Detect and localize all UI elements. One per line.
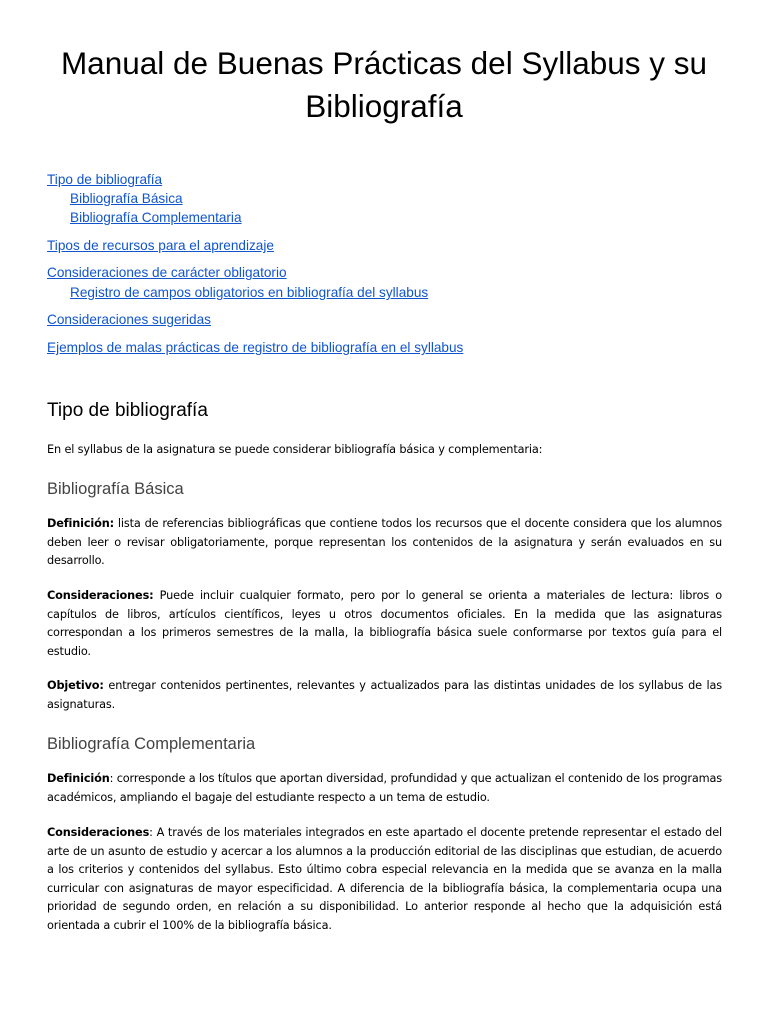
toc-link-bibliografia-basica[interactable]: Bibliografía Básica [70, 191, 183, 206]
section-heading-tipo-de-bibliografia: Tipo de bibliografía [47, 400, 208, 421]
subsection-heading-complementaria: Bibliografía Complementaria [47, 735, 256, 753]
toc-link-consideraciones-obligatorio[interactable]: Consideraciones de carácter obligatorio [47, 265, 287, 280]
subsection-heading-basica: Bibliografía Básica [47, 480, 184, 498]
consideraciones-text: : A través de los materiales integrados en este apartado el docente pretende representar el estado del arte de un asunto de estudio y acercar a los alumnos a la producción editorial de las disciplinas que estudian, de acuerdo a los criterios y contenidos del syllabus. Esto último cobra especial relevancia en la medida que se avanza en la malla curricular con asignaturas de mayor especificidad. A diferencia de la bibliografía básica, la complementaria ocupa una prioridad de segundo orden, en relación a su disponibilidad. Lo anterior responde al hecho que la adquisición está orientada a cubrir el 100% de la bibliografía básica. [47, 826, 722, 932]
document-title: Manual de Buenas Prácticas del Syllabus y su Bibliografía [60, 45, 708, 124]
definicion-label: Definición: [47, 517, 114, 530]
basica-consideraciones-paragraph [47, 587, 722, 661]
complementaria-definicion-paragraph [47, 770, 722, 807]
objetivo-text: entregar contenidos pertinentes, relevantes y actualizados para las distintas unidades de los syllabus de las asignaturas. [47, 679, 722, 711]
definicion-text: : corresponde a los títulos que aportan diversidad, profundidad y que actualizan el contenido de los programas académicos, ampliando el bagaje del estudiante respecto a un tema de estudio. [47, 772, 722, 804]
consideraciones-label: Consideraciones: [47, 589, 154, 602]
definicion-text: lista de referencias bibliográficas que contiene todos los recursos que el docente considera que los alumnos deben leer o revisar obligatoriamente, porque representan los contenidos de la asignatura y serán evaluados en su desarrollo. [47, 517, 722, 568]
consideraciones-text: Puede incluir cualquier formato, pero por lo general se orienta a materiales de lectura: libros o capítulos de libros, artículos científicos, leyes u otros documentos oficiales. En la medida que las asignaturas correspondan a los primeros semestres de la malla, la bibliografía básica suele conformarse por textos guía para el estudio. [47, 589, 722, 658]
complementaria-consideraciones-paragraph [47, 824, 722, 936]
section-intro-paragraph: En el syllabus de la asignatura se puede considerar bibliografía básica y complementaria: [47, 443, 543, 456]
basica-definicion-paragraph [47, 515, 722, 571]
toc-link-bibliografia-complementaria[interactable]: Bibliografía Complementaria [70, 210, 242, 225]
definicion-label: Definición [47, 772, 110, 785]
toc-link-ejemplos-malas-practicas[interactable]: Ejemplos de malas prácticas de registro de bibliografía en el syllabus [47, 340, 464, 355]
toc-link-tipo-de-bibliografia[interactable]: Tipo de bibliografía [47, 172, 163, 187]
objetivo-label: Objetivo: [47, 679, 104, 692]
basica-objetivo-paragraph [47, 677, 722, 714]
toc-link-tipos-de-recursos[interactable]: Tipos de recursos para el aprendizaje [47, 238, 274, 253]
toc-link-consideraciones-sugeridas[interactable]: Consideraciones sugeridas [47, 312, 211, 327]
consideraciones-label: Consideraciones [47, 826, 150, 839]
toc-link-registro-campos-obligatorios[interactable]: Registro de campos obligatorios en bibliografía del syllabus [70, 285, 429, 300]
